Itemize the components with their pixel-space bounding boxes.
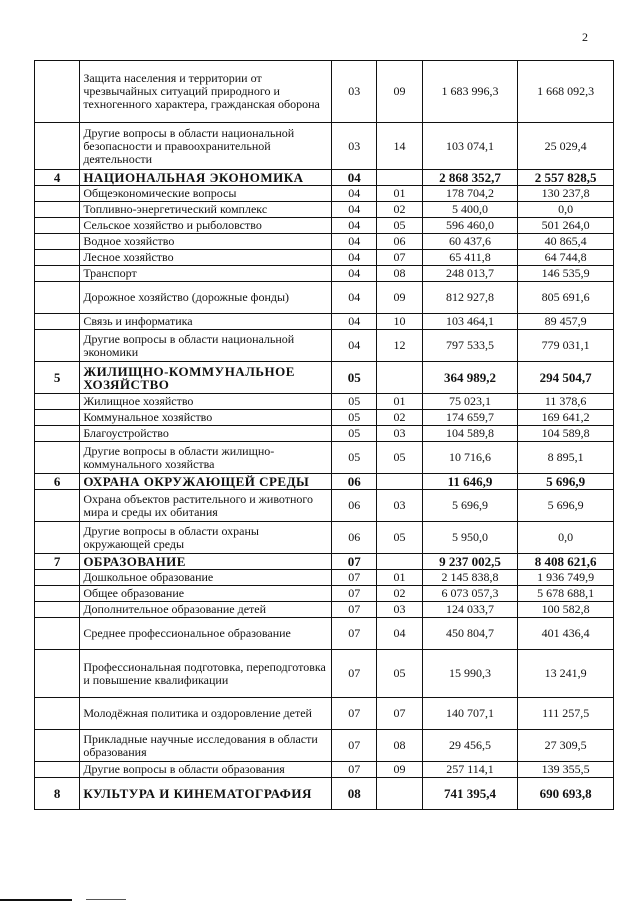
approved-amount-cell: 5 950,0 (422, 522, 518, 554)
executed-amount-cell: 501 264,0 (518, 218, 614, 234)
section-code-cell: 04 (332, 266, 377, 282)
approved-amount-cell: 5 400,0 (422, 202, 518, 218)
row-name-cell: Охрана объектов растительного и животного мира и среды их обитания (80, 490, 332, 522)
row-number-cell (35, 426, 80, 442)
budget-table (34, 60, 614, 810)
row-number-cell (35, 490, 80, 522)
executed-amount-cell: 169 641,2 (518, 410, 614, 426)
subsection-code-cell: 01 (377, 570, 422, 586)
subsection-code-cell: 03 (377, 426, 422, 442)
section-code-cell: 07 (332, 602, 377, 618)
subsection-code-cell: 03 (377, 602, 422, 618)
approved-amount-cell: 104 589,8 (422, 426, 518, 442)
row-name-cell: ОХРАНА ОКРУЖАЮЩЕЙ СРЕДЫ (80, 474, 332, 490)
section-code-cell: 03 (332, 123, 377, 170)
table-row (35, 282, 614, 314)
table-row (35, 618, 614, 650)
section-row (35, 554, 614, 570)
subsection-code-cell: 07 (377, 698, 422, 730)
row-name-cell: Защита населения и территории от чрезвычайных ситуаций природного и техногенного характера, гражданская оборона (80, 61, 332, 123)
row-name-cell: Жилищное хозяйство (80, 394, 332, 410)
approved-amount-cell: 257 114,1 (422, 762, 518, 778)
approved-amount-cell: 596 460,0 (422, 218, 518, 234)
subsection-code-cell: 03 (377, 490, 422, 522)
table-row (35, 250, 614, 266)
row-number-cell (35, 730, 80, 762)
row-number-cell: 5 (35, 362, 80, 394)
row-name-cell: Общеэкономические вопросы (80, 186, 332, 202)
executed-amount-cell: 40 865,4 (518, 234, 614, 250)
table-row (35, 186, 614, 202)
executed-amount-cell: 1 936 749,9 (518, 570, 614, 586)
subsection-code-cell (377, 474, 422, 490)
executed-amount-cell: 146 535,9 (518, 266, 614, 282)
subsection-code-cell: 02 (377, 410, 422, 426)
subsection-code-cell: 02 (377, 586, 422, 602)
row-number-cell: 7 (35, 554, 80, 570)
row-number-cell (35, 250, 80, 266)
row-number-cell (35, 618, 80, 650)
section-code-cell: 05 (332, 426, 377, 442)
table-row (35, 698, 614, 730)
subsection-code-cell: 01 (377, 394, 422, 410)
row-number-cell (35, 186, 80, 202)
row-name-cell: Водное хозяйство (80, 234, 332, 250)
row-name-cell: ОБРАЗОВАНИЕ (80, 554, 332, 570)
budget-table-body (35, 61, 614, 810)
table-row (35, 426, 614, 442)
section-row (35, 778, 614, 810)
row-name-cell: Прикладные научные исследования в области образования (80, 730, 332, 762)
subsection-code-cell: 02 (377, 202, 422, 218)
row-name-cell: Другие вопросы в области национальной экономики (80, 330, 332, 362)
approved-amount-cell: 65 411,8 (422, 250, 518, 266)
executed-amount-cell: 5 696,9 (518, 474, 614, 490)
section-code-cell: 06 (332, 474, 377, 490)
row-number-cell (35, 394, 80, 410)
section-code-cell: 07 (332, 650, 377, 698)
row-name-cell: Общее образование (80, 586, 332, 602)
page-number: 2 (582, 30, 588, 44)
row-number-cell (35, 202, 80, 218)
row-number-cell (35, 602, 80, 618)
subsection-code-cell: 07 (377, 250, 422, 266)
approved-amount-cell: 29 456,5 (422, 730, 518, 762)
row-number-cell (35, 330, 80, 362)
subsection-code-cell: 04 (377, 618, 422, 650)
approved-amount-cell: 10 716,6 (422, 442, 518, 474)
row-name-cell: Дошкольное образование (80, 570, 332, 586)
subsection-code-cell (377, 778, 422, 810)
section-code-cell: 05 (332, 442, 377, 474)
row-number-cell (35, 218, 80, 234)
section-code-cell: 03 (332, 61, 377, 123)
executed-amount-cell: 25 029,4 (518, 123, 614, 170)
executed-amount-cell: 5 696,9 (518, 490, 614, 522)
section-code-cell: 05 (332, 394, 377, 410)
section-row (35, 474, 614, 490)
row-number-cell (35, 762, 80, 778)
section-code-cell: 04 (332, 234, 377, 250)
subsection-code-cell: 09 (377, 762, 422, 778)
executed-amount-cell: 89 457,9 (518, 314, 614, 330)
table-row (35, 602, 614, 618)
table-row (35, 218, 614, 234)
row-name-cell: ЖИЛИЩНО-КОММУНАЛЬНОЕ ХОЗЯЙСТВО (80, 362, 332, 394)
approved-amount-cell: 11 646,9 (422, 474, 518, 490)
row-number-cell (35, 266, 80, 282)
row-number-cell: 6 (35, 474, 80, 490)
table-row (35, 762, 614, 778)
approved-amount-cell: 9 237 002,5 (422, 554, 518, 570)
approved-amount-cell: 103 464,1 (422, 314, 518, 330)
subsection-code-cell: 09 (377, 282, 422, 314)
section-code-cell: 07 (332, 762, 377, 778)
executed-amount-cell: 805 691,6 (518, 282, 614, 314)
section-code-cell: 06 (332, 522, 377, 554)
approved-amount-cell: 124 033,7 (422, 602, 518, 618)
row-number-cell (35, 650, 80, 698)
executed-amount-cell: 8 408 621,6 (518, 554, 614, 570)
row-name-cell: КУЛЬТУРА И КИНЕМАТОГРАФИЯ (80, 778, 332, 810)
approved-amount-cell: 178 704,2 (422, 186, 518, 202)
section-code-cell: 07 (332, 570, 377, 586)
section-code-cell: 05 (332, 362, 377, 394)
table-row (35, 266, 614, 282)
table-row (35, 490, 614, 522)
row-name-cell: Другие вопросы в области жилищно-коммунального хозяйства (80, 442, 332, 474)
section-code-cell: 04 (332, 282, 377, 314)
subsection-code-cell: 06 (377, 234, 422, 250)
executed-amount-cell: 401 436,4 (518, 618, 614, 650)
approved-amount-cell: 2 145 838,8 (422, 570, 518, 586)
subsection-code-cell: 01 (377, 186, 422, 202)
executed-amount-cell: 13 241,9 (518, 650, 614, 698)
row-name-cell: Среднее профессиональное образование (80, 618, 332, 650)
subsection-code-cell: 08 (377, 730, 422, 762)
subsection-code-cell: 08 (377, 266, 422, 282)
subsection-code-cell: 09 (377, 61, 422, 123)
approved-amount-cell: 450 804,7 (422, 618, 518, 650)
approved-amount-cell: 60 437,6 (422, 234, 518, 250)
executed-amount-cell: 64 744,8 (518, 250, 614, 266)
approved-amount-cell: 797 533,5 (422, 330, 518, 362)
row-name-cell: Другие вопросы в области охраны окружающей среды (80, 522, 332, 554)
section-code-cell: 04 (332, 202, 377, 218)
approved-amount-cell: 1 683 996,3 (422, 61, 518, 123)
executed-amount-cell: 104 589,8 (518, 426, 614, 442)
row-number-cell (35, 586, 80, 602)
subsection-code-cell: 05 (377, 522, 422, 554)
row-number-cell (35, 442, 80, 474)
executed-amount-cell: 27 309,5 (518, 730, 614, 762)
row-number-cell (35, 698, 80, 730)
section-code-cell: 04 (332, 250, 377, 266)
row-name-cell: Молодёжная политика и оздоровление детей (80, 698, 332, 730)
row-name-cell: Профессиональная подготовка, переподготовка и повышение квалификации (80, 650, 332, 698)
row-number-cell: 8 (35, 778, 80, 810)
section-code-cell: 06 (332, 490, 377, 522)
table-row (35, 123, 614, 170)
row-number-cell (35, 570, 80, 586)
subsection-code-cell (377, 170, 422, 186)
section-code-cell: 04 (332, 170, 377, 186)
row-name-cell: Другие вопросы в области образования (80, 762, 332, 778)
approved-amount-cell: 75 023,1 (422, 394, 518, 410)
approved-amount-cell: 364 989,2 (422, 362, 518, 394)
executed-amount-cell: 139 355,5 (518, 762, 614, 778)
subsection-code-cell: 10 (377, 314, 422, 330)
executed-amount-cell: 130 237,8 (518, 186, 614, 202)
approved-amount-cell: 812 927,8 (422, 282, 518, 314)
section-code-cell: 04 (332, 314, 377, 330)
row-number-cell (35, 123, 80, 170)
table-row (35, 586, 614, 602)
table-row (35, 202, 614, 218)
table-row (35, 570, 614, 586)
row-number-cell (35, 282, 80, 314)
executed-amount-cell: 111 257,5 (518, 698, 614, 730)
approved-amount-cell: 6 073 057,3 (422, 586, 518, 602)
section-row (35, 170, 614, 186)
footer-rule (0, 899, 72, 901)
section-code-cell: 07 (332, 698, 377, 730)
subsection-code-cell: 05 (377, 650, 422, 698)
approved-amount-cell: 2 868 352,7 (422, 170, 518, 186)
approved-amount-cell: 140 707,1 (422, 698, 518, 730)
section-code-cell: 07 (332, 618, 377, 650)
row-number-cell: 4 (35, 170, 80, 186)
table-row (35, 314, 614, 330)
section-code-cell: 07 (332, 730, 377, 762)
executed-amount-cell: 11 378,6 (518, 394, 614, 410)
subsection-code-cell: 05 (377, 218, 422, 234)
executed-amount-cell: 0,0 (518, 522, 614, 554)
row-number-cell (35, 410, 80, 426)
section-code-cell: 08 (332, 778, 377, 810)
row-number-cell (35, 61, 80, 123)
row-name-cell: Благоустройство (80, 426, 332, 442)
footer-rule-short (86, 899, 126, 900)
row-name-cell: Связь и информатика (80, 314, 332, 330)
section-code-cell: 04 (332, 218, 377, 234)
row-number-cell (35, 234, 80, 250)
section-row (35, 362, 614, 394)
executed-amount-cell: 8 895,1 (518, 442, 614, 474)
row-name-cell: Дорожное хозяйство (дорожные фонды) (80, 282, 332, 314)
row-name-cell: Дополнительное образование детей (80, 602, 332, 618)
table-row (35, 442, 614, 474)
table-row (35, 234, 614, 250)
approved-amount-cell: 5 696,9 (422, 490, 518, 522)
executed-amount-cell: 1 668 092,3 (518, 61, 614, 123)
table-row (35, 410, 614, 426)
subsection-code-cell: 05 (377, 442, 422, 474)
row-name-cell: Коммунальное хозяйство (80, 410, 332, 426)
row-number-cell (35, 522, 80, 554)
subsection-code-cell (377, 554, 422, 570)
executed-amount-cell: 690 693,8 (518, 778, 614, 810)
approved-amount-cell: 174 659,7 (422, 410, 518, 426)
row-name-cell: Транспорт (80, 266, 332, 282)
subsection-code-cell: 12 (377, 330, 422, 362)
row-number-cell (35, 314, 80, 330)
table-row (35, 730, 614, 762)
row-name-cell: Другие вопросы в области национальной безопасности и правоохранительной деятельности (80, 123, 332, 170)
row-name-cell: Сельское хозяйство и рыболовство (80, 218, 332, 234)
approved-amount-cell: 248 013,7 (422, 266, 518, 282)
row-name-cell: НАЦИОНАЛЬНАЯ ЭКОНОМИКА (80, 170, 332, 186)
approved-amount-cell: 741 395,4 (422, 778, 518, 810)
subsection-code-cell (377, 362, 422, 394)
executed-amount-cell: 100 582,8 (518, 602, 614, 618)
section-code-cell: 07 (332, 586, 377, 602)
row-name-cell: Топливно-энергетический комплекс (80, 202, 332, 218)
table-row (35, 394, 614, 410)
executed-amount-cell: 779 031,1 (518, 330, 614, 362)
table-row (35, 522, 614, 554)
section-code-cell: 04 (332, 186, 377, 202)
approved-amount-cell: 15 990,3 (422, 650, 518, 698)
executed-amount-cell: 294 504,7 (518, 362, 614, 394)
row-name-cell: Лесное хозяйство (80, 250, 332, 266)
executed-amount-cell: 0,0 (518, 202, 614, 218)
section-code-cell: 04 (332, 330, 377, 362)
table-row (35, 330, 614, 362)
table-row (35, 650, 614, 698)
section-code-cell: 05 (332, 410, 377, 426)
approved-amount-cell: 103 074,1 (422, 123, 518, 170)
table-row (35, 61, 614, 123)
executed-amount-cell: 5 678 688,1 (518, 586, 614, 602)
executed-amount-cell: 2 557 828,5 (518, 170, 614, 186)
section-code-cell: 07 (332, 554, 377, 570)
subsection-code-cell: 14 (377, 123, 422, 170)
